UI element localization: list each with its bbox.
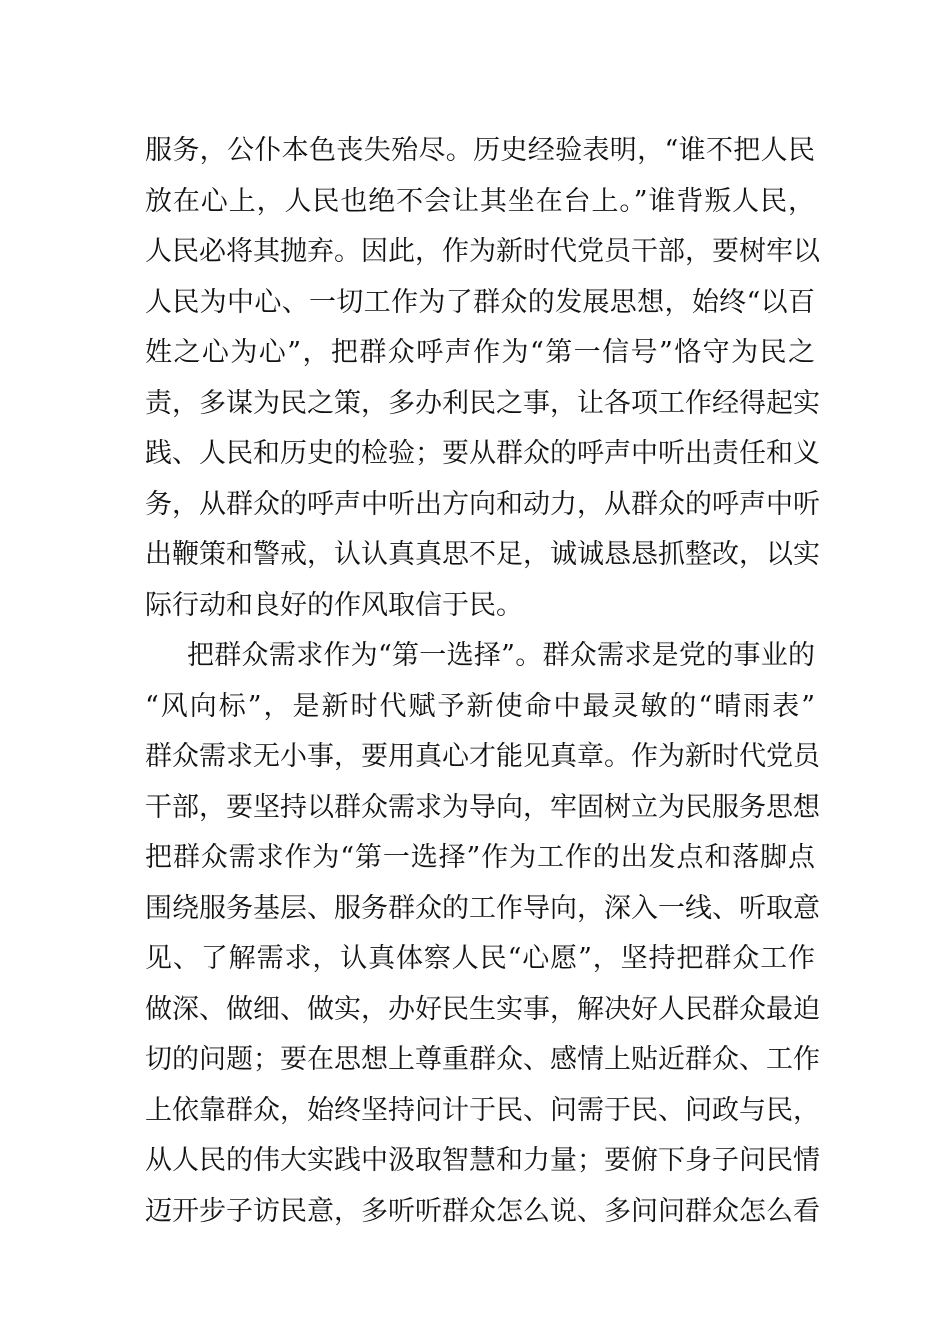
- text-line: 从人民的伟大实践中汲取智慧和力量；要俯下身子问民情: [145, 1145, 820, 1176]
- paragraph-first-line: 把群众需求作为“第一选择”。群众需求是党的事业的: [187, 640, 815, 671]
- text-line: 群众需求无小事，要用真心才能见真章。作为新时代党员: [145, 741, 820, 772]
- text-line: 人民为中心、一切工作为了群众的发展思想，始终“以百: [145, 286, 815, 318]
- text-line: 迈开步子访民意，多听听群众怎么说、多问问群众怎么看: [145, 1195, 820, 1227]
- text-line: 上依靠群众，始终坚持问计于民、问需于民、问政与民，: [145, 1094, 820, 1126]
- text-line: 践、人民和历史的检验；要从群众的呼声中听出责任和义: [145, 438, 820, 469]
- text-line: 责，多谋为民之策，多办利民之事，让各项工作经得起实: [145, 387, 820, 419]
- text-line: 放在心上，人民也绝不会让其坐在台上。”谁背叛人民，: [145, 185, 815, 217]
- text-line: 人民必将其抛弃。因此，作为新时代党员干部，要树牢以: [145, 236, 820, 267]
- text-line: 干部，要坚持以群众需求为导向，牢固树立为民服务思想: [145, 791, 820, 823]
- text-line: 切的问题；要在思想上尊重群众、感情上贴近群众、工作: [145, 1044, 820, 1075]
- text-line: 做深、做细、做实，办好民生实事，解决好人民群众最迫: [145, 993, 820, 1025]
- text-line: 服务，公仆本色丧失殆尽。历史经验表明，“谁不把人民: [145, 135, 815, 166]
- text-line: 围绕服务基层、服务群众的工作导向，深入一线、听取意: [145, 892, 820, 924]
- text-line: 出鞭策和警戒，认认真真思不足，诚诚恳恳抓整改，以实: [145, 539, 820, 570]
- text-line: 见、了解需求，认真体察人民“心愿”，坚持把群众工作: [145, 943, 815, 974]
- body-text: [145, 126, 820, 1237]
- text-line: “风向标”，是新时代赋予新使命中最灵敏的“晴雨表”: [145, 690, 815, 722]
- text-line: 际行动和良好的作风取信于民。: [145, 589, 523, 621]
- text-line: 姓之心为心”，把群众呼声作为“第一信号”恪守为民之: [145, 337, 815, 368]
- text-line: 务，从群众的呼声中听出方向和动力，从群众的呼声中听: [145, 488, 820, 520]
- text-line: 把群众需求作为“第一选择”作为工作的出发点和落脚点: [145, 842, 815, 873]
